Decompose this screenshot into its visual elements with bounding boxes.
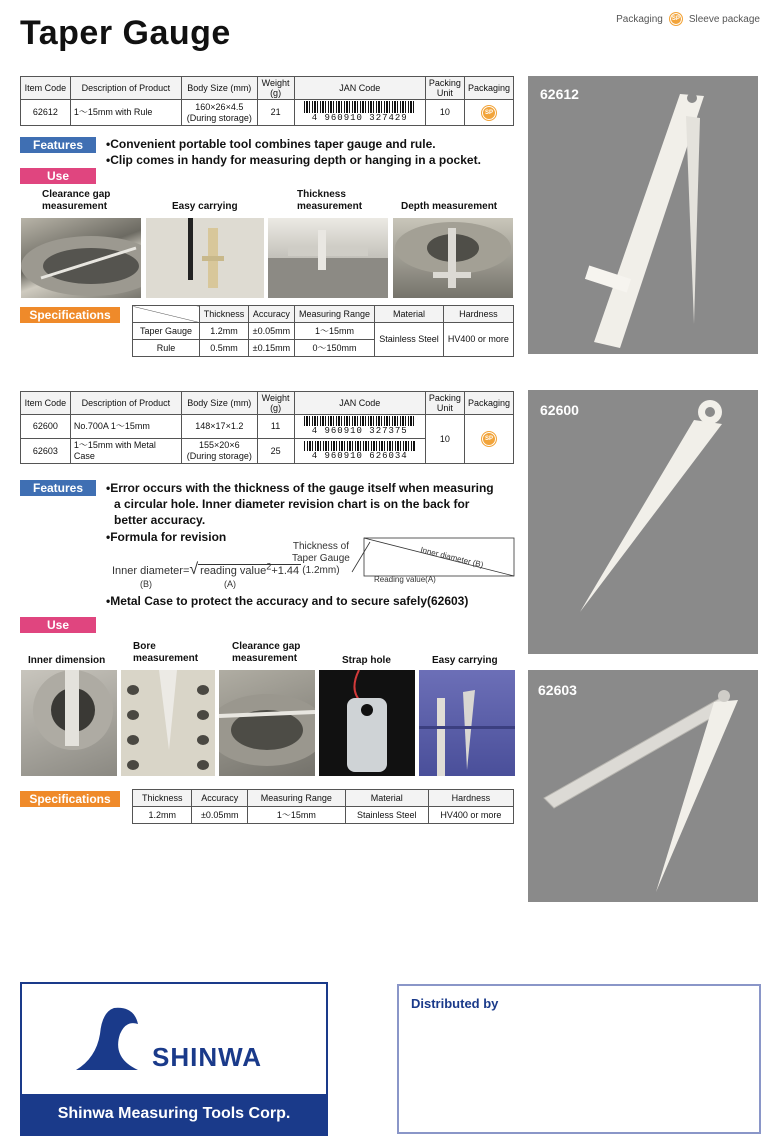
diag-reading-label: Reading value(A)	[374, 575, 436, 584]
caption-thickness: Thickness measurement	[297, 189, 363, 212]
use-tag: Use	[20, 617, 96, 633]
sleeve-package-icon: SP	[481, 105, 497, 121]
jan-barcode	[294, 100, 425, 126]
spec-range: 0～150mm	[294, 340, 374, 357]
packaging-legend	[616, 12, 760, 26]
photo-inner-dimension	[21, 670, 117, 776]
table-row	[21, 415, 514, 439]
item-code: 62612	[21, 100, 71, 126]
feature-1-cont: a circular hole. Inner diameter revision chart is on the back for	[114, 497, 470, 511]
spec-thickness: 1.2mm	[133, 807, 192, 824]
feature-2: •Clip comes in handy for measuring depth or hanging in a pocket.	[106, 153, 481, 167]
spec-material: Stainless Steel	[375, 323, 444, 357]
shinwa-logo	[20, 982, 328, 1136]
product-image-62600	[528, 390, 758, 654]
formula-radicand	[198, 561, 301, 577]
th-weight: Weight (g)	[257, 77, 294, 100]
item-size: 148×17×1.2	[181, 415, 257, 439]
table-row	[21, 100, 514, 126]
spec-range: 1～15mm	[248, 807, 346, 824]
sqrt-icon: √	[189, 561, 199, 578]
packaging-legend-label: Packaging	[616, 13, 663, 25]
spec-hardness: HV400 or more	[443, 323, 513, 357]
th-packaging: Packaging	[464, 392, 513, 415]
diag-inner-label: Inner diameter (B)	[419, 545, 485, 570]
barcode-bars	[304, 101, 416, 113]
th-body-size: Body Size (mm)	[181, 77, 257, 100]
photo-clearance-gap	[21, 218, 141, 298]
feature-1: •Convenient portable tool combines taper gauge and rule.	[106, 137, 436, 151]
brand-name: SHINWA	[152, 1042, 262, 1072]
sleeve-package-icon: SP	[669, 12, 683, 26]
product-table-2	[20, 391, 514, 464]
item-weight: 21	[257, 100, 294, 126]
photo-thickness-art	[268, 218, 388, 298]
product-image-62612	[528, 76, 758, 354]
product-code-label: 62603	[538, 682, 577, 698]
feature-formula: •Formula for revision	[106, 530, 227, 544]
photo-thickness	[268, 218, 388, 298]
spec-accuracy: ±0.05mm	[248, 323, 294, 340]
photo-strap-hole	[319, 670, 415, 776]
product-table-1	[20, 76, 514, 126]
th-description: Description of Product	[70, 77, 181, 100]
item-desc: 1～15mm with Metal Case	[70, 439, 181, 464]
th-blank	[133, 306, 200, 323]
distributed-by-label: Distributed by	[411, 996, 499, 1011]
spec-material: Stainless Steel	[345, 807, 428, 824]
product-code-label: 62600	[540, 402, 579, 418]
page-title: Taper Gauge	[20, 14, 231, 52]
spec-table-1	[132, 305, 514, 357]
th-item-code: Item Code	[21, 392, 71, 415]
caption-depth: Depth measurement	[401, 201, 498, 212]
feature-1: •Error occurs with the thickness of the gauge itself when measuring	[106, 481, 494, 495]
photo-bore	[121, 670, 215, 776]
penguin-logo-icon	[72, 1004, 152, 1074]
packaging-legend-desc: Sleeve package	[688, 13, 760, 25]
th-hardness: Hardness	[443, 306, 513, 323]
formula-b: (B)	[140, 579, 152, 589]
formula	[112, 561, 301, 579]
photo-easy-carrying-2	[419, 670, 515, 776]
spec-range: 1～15mm	[294, 323, 374, 340]
use-tag: Use	[20, 168, 96, 184]
formula-lhs: Inner diameter	[112, 565, 183, 577]
th-range: Measuring Range	[294, 306, 374, 323]
caption-strap-hole: Strap hole	[342, 655, 391, 666]
item-weight: 11	[257, 415, 294, 439]
formula-sup: 2	[266, 561, 272, 572]
item-desc: No.700A 1～15mm	[70, 415, 181, 439]
photo-depth	[393, 218, 513, 298]
thickness-note	[292, 541, 350, 577]
photo-depth-art	[393, 218, 513, 298]
th-packing-unit: Packing Unit	[425, 77, 464, 100]
caption-clearance-gap: Clearance gap measurement	[232, 641, 301, 664]
th-description: Description of Product	[70, 392, 181, 415]
th-item-code: Item Code	[21, 77, 71, 100]
specifications-tag: Specifications	[20, 307, 120, 323]
item-desc: 1～15mm with Rule	[70, 100, 181, 126]
photo-clearance-gap-2-art	[219, 670, 315, 776]
table-row	[133, 807, 514, 824]
photo-clearance-gap-2	[219, 670, 315, 776]
item-size: 160×26×4.5 (During storage)	[181, 100, 257, 126]
th-accuracy: Accuracy	[248, 306, 294, 323]
formula-tail: +1.44	[271, 565, 300, 577]
th-hardness: Hardness	[428, 790, 513, 807]
th-jan: JAN Code	[294, 392, 425, 415]
photo-strap-hole-art	[319, 670, 415, 776]
caption-bore: Bore measurement	[133, 641, 199, 664]
table-row	[133, 323, 514, 340]
feature-1-cont2: better accuracy.	[114, 513, 206, 527]
spec-name: Rule	[133, 340, 200, 357]
revision-diagram	[350, 532, 518, 588]
sleeve-package-icon: SP	[481, 431, 497, 447]
th-thickness: Thickness	[200, 306, 249, 323]
jan-barcode	[294, 415, 425, 439]
th-thickness: Thickness	[133, 790, 192, 807]
item-code: 62600	[21, 415, 71, 439]
features-tag: Features	[20, 480, 96, 496]
product-image-62603	[528, 670, 758, 902]
th-weight: Weight (g)	[257, 392, 294, 415]
barcode-bars	[304, 441, 416, 451]
caption-clearance-gap: Clearance gap measurement	[42, 189, 111, 212]
th-packing-unit: Packing Unit	[425, 392, 464, 415]
taper-gauge-metal-case-art	[528, 670, 758, 902]
caption-easy-carrying: Easy carrying	[172, 201, 238, 212]
spec-accuracy: ±0.15mm	[248, 340, 294, 357]
spec-name: Taper Gauge	[133, 323, 200, 340]
distributed-by-box	[397, 984, 761, 1134]
jan-number: 4 960910 626034	[311, 450, 408, 461]
barcode-bars	[304, 416, 416, 426]
features-tag: Features	[20, 137, 96, 153]
item-unit: 10	[425, 415, 464, 464]
caption-easy-carrying: Easy carrying	[432, 655, 498, 666]
photo-easy-carrying-2-art	[419, 670, 515, 776]
feature-metal-case: •Metal Case to protect the accuracy and to secure safely(62603)	[106, 594, 469, 608]
spec-thickness: 1.2mm	[200, 323, 249, 340]
formula-a: (A)	[224, 579, 236, 589]
note-line1: Thickness of	[292, 541, 349, 552]
photo-inner-dimension-art	[21, 670, 117, 776]
th-material: Material	[375, 306, 444, 323]
note-line2: Taper Gauge	[292, 553, 350, 564]
specifications-tag: Specifications	[20, 791, 120, 807]
item-unit: 10	[425, 100, 464, 126]
photo-easy-carrying	[146, 218, 264, 298]
photo-easy-carrying-art	[146, 218, 264, 298]
product-code-label: 62612	[540, 86, 579, 102]
spec-table-2	[132, 789, 514, 824]
th-packaging: Packaging	[464, 77, 513, 100]
th-jan: JAN Code	[294, 77, 425, 100]
photo-bore-art	[121, 670, 215, 776]
formula-term: reading value	[200, 565, 267, 577]
th-material: Material	[345, 790, 428, 807]
th-range: Measuring Range	[248, 790, 346, 807]
item-packaging	[464, 415, 513, 464]
item-weight: 25	[257, 439, 294, 464]
item-code: 62603	[21, 439, 71, 464]
jan-barcode	[294, 439, 425, 464]
photo-clearance-gap-art	[21, 218, 141, 298]
taper-gauge-art	[528, 390, 758, 654]
th-accuracy: Accuracy	[192, 790, 248, 807]
taper-gauge-with-rule-art	[528, 76, 758, 354]
th-body-size: Body Size (mm)	[181, 392, 257, 415]
formula-eq: =	[182, 565, 190, 577]
spec-thickness: 0.5mm	[200, 340, 249, 357]
jan-number: 4 960910 327375	[311, 426, 408, 436]
caption-inner-dimension: Inner dimension	[28, 655, 106, 666]
spec-accuracy: ±0.05mm	[192, 807, 248, 824]
jan-number: 4 960910 327429	[311, 113, 408, 123]
note-line3: (1.2mm)	[302, 565, 340, 576]
item-size: 155×20×6 (During storage)	[181, 439, 257, 464]
item-packaging	[464, 100, 513, 126]
spec-hardness: HV400 or more	[428, 807, 513, 824]
company-name: Shinwa Measuring Tools Corp.	[22, 1094, 326, 1134]
